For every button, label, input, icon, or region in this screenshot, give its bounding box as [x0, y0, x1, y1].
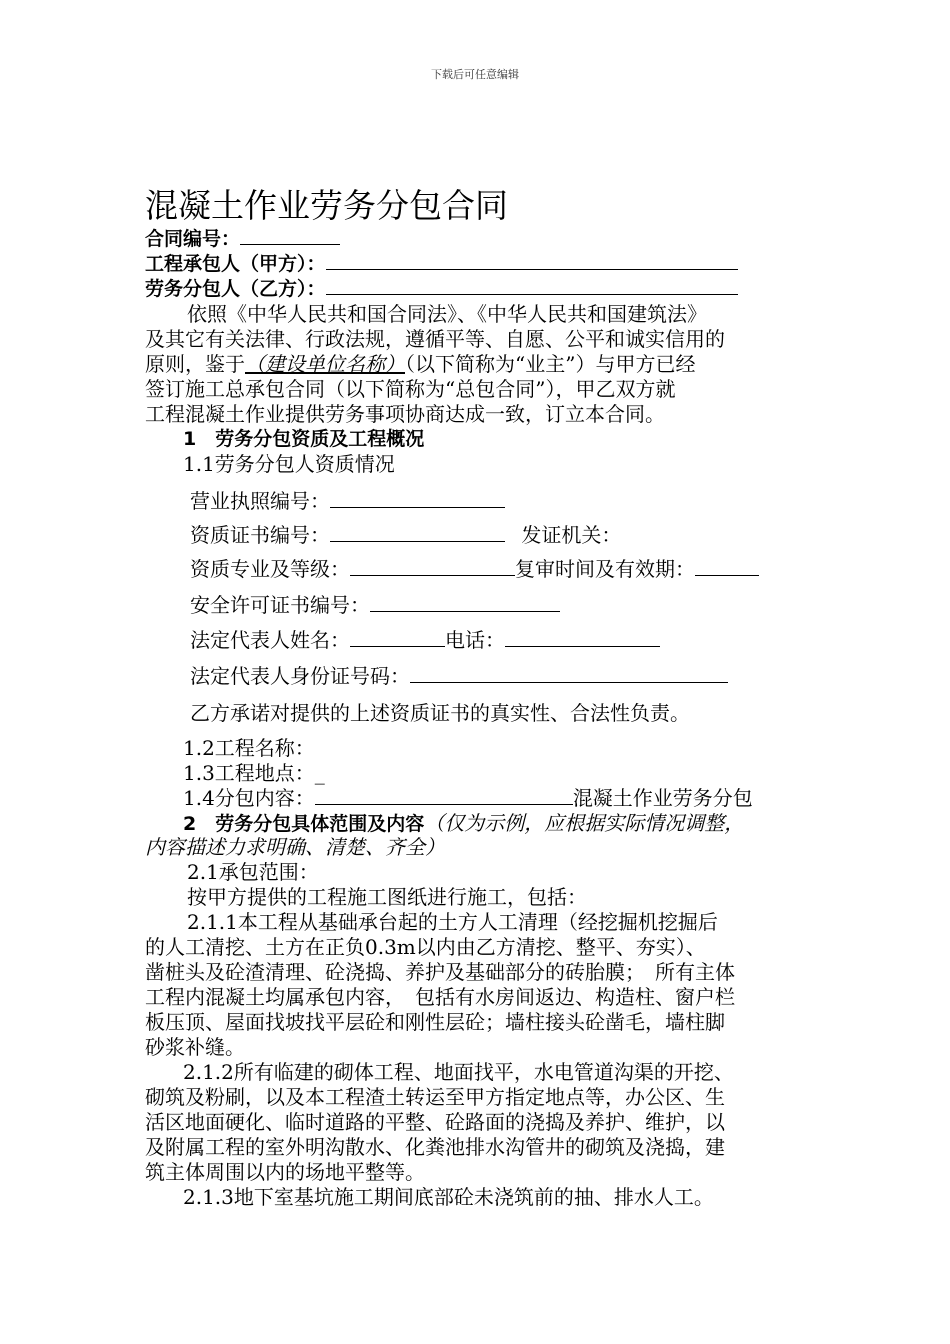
rep-blank[interactable] — [350, 628, 445, 647]
owner-name-placeholder: （建设单位名称） — [245, 352, 405, 376]
contract-no-line — [145, 226, 340, 252]
section-2-heading: 2 劳务分包具体范围及内容 — [183, 813, 425, 835]
phone-label: 电话： — [445, 628, 505, 652]
section-1-4-line — [183, 785, 753, 811]
cert-label: 资质证书编号： — [190, 523, 330, 547]
header-note: 下载后可任意编辑 — [431, 68, 519, 81]
license-label: 营业执照编号： — [190, 489, 330, 513]
promise-line: 乙方承诺对提供的上述资质证书的真实性、合法性负责。 — [190, 701, 690, 725]
p211-line: 板压顶、屋面找坡找平层砼和刚性层砼；墙柱接头砼凿毛，墙柱脚 — [145, 1010, 725, 1034]
document-title: 混凝土作业劳务分包合同 — [145, 186, 508, 225]
safety-line — [190, 592, 560, 618]
issuer-label: 发证机关： — [521, 523, 622, 547]
section-2-1-title: 2.1承包范围： — [187, 860, 319, 884]
id-blank[interactable] — [410, 664, 728, 683]
p212-line: 砌筑及粉刷，以及本工程渣土转运至甲方指定地点等，办公区、生 — [145, 1085, 725, 1109]
rep-label: 法定代表人姓名： — [190, 628, 350, 652]
license-line — [190, 488, 505, 514]
section-1-heading: 1 劳务分包资质及工程概况 — [183, 428, 425, 450]
p212-line: 及附属工程的室外明沟散水、化粪池排水沟管井的砌筑及浇捣，建 — [145, 1135, 725, 1159]
party-a-label: 工程承包人（甲方）： — [145, 253, 326, 275]
review-blank[interactable] — [695, 557, 759, 576]
cert-blank[interactable] — [330, 523, 505, 542]
intro-line-4: 签订施工总承包合同（以下简称为“总包合同”），甲乙双方就 — [145, 377, 676, 401]
grade-label: 资质专业及等级： — [190, 557, 350, 581]
id-line — [190, 663, 728, 689]
section-1-4-label: 1.4分包内容： — [183, 786, 315, 810]
intro-line-1: 依照《中华人民共和国合同法》、《中华人民共和国建筑法》 — [187, 302, 707, 326]
p212-line: 2.1.2所有临建的砌体工程、地面找平，水电管道沟渠的开挖、 — [183, 1060, 734, 1084]
grade-line — [190, 556, 759, 582]
section-2-1-intro: 按甲方提供的工程施工图纸进行施工，包括： — [187, 885, 587, 909]
intro-line-3c: （以下简称为“业主”）与甲方已经 — [405, 352, 696, 376]
section-1-4-tail: 混凝土作业劳务分包 — [572, 786, 753, 810]
p212-line: 筑主体周围以内的场地平整等。 — [145, 1160, 425, 1184]
section-2-heading-line — [183, 810, 744, 837]
intro-line-3a: 原则，鉴于 — [145, 352, 245, 376]
contract-no-blank[interactable] — [240, 226, 340, 245]
party-b-line — [145, 276, 738, 302]
section-1-1-title: 1.1劳务分包人资质情况 — [183, 452, 395, 476]
p212-line: 活区地面硬化、临时道路的平整、砼路面的浇捣及养护、维护，以 — [145, 1110, 725, 1134]
section-1-3: 1.3工程地点：_ — [183, 761, 325, 785]
intro-line-5: 工程混凝土作业提供劳务事项协商达成一致，订立本合同。 — [145, 402, 665, 426]
contract-no-label: 合同编号： — [145, 228, 241, 250]
p211-line: 2.1.1本工程从基础承台起的土方人工清理（经挖掘机挖掘后 — [187, 910, 718, 934]
section-2-note-b: 内容描述力求明确、清楚、齐全） — [145, 835, 445, 859]
id-label: 法定代表人身份证号码： — [190, 664, 410, 688]
safety-blank[interactable] — [370, 593, 560, 612]
p213-line: 2.1.3地下室基坑施工期间底部砼未浇筑前的抽、排水人工。 — [183, 1185, 714, 1209]
p211-line: 的人工清挖、土方在正负0.3m以内由乙方清挖、整平、夯实）、 — [145, 935, 706, 959]
p211-line: 凿桩头及砼渣清理、砼浇捣、养护及基础部分的砖胎膜； 所有主体 — [145, 960, 735, 984]
party-b-blank[interactable] — [326, 276, 738, 295]
rep-line — [190, 627, 660, 653]
intro-line-2: 及其它有关法律、行政法规，遵循平等、自愿、公平和诚实信用的 — [145, 327, 725, 351]
phone-blank[interactable] — [505, 628, 660, 647]
safety-label: 安全许可证书编号： — [190, 593, 370, 617]
license-blank[interactable] — [330, 489, 505, 508]
review-label: 复审时间及有效期： — [515, 557, 695, 581]
intro-line-3 — [145, 351, 695, 377]
section-1-2: 1.2工程名称： — [183, 736, 315, 760]
p211-line: 工程内混凝土均属承包内容， 包括有水房间返边、构造柱、窗户栏 — [145, 985, 735, 1009]
p211-line: 砂浆补缝。 — [145, 1035, 245, 1059]
grade-blank[interactable] — [350, 557, 515, 576]
party-a-line — [145, 251, 738, 277]
party-b-label: 劳务分包人（乙方）： — [145, 278, 326, 300]
cert-line — [190, 522, 621, 548]
section-2-note-a: （仅为示例，应根据实际情况调整， — [424, 811, 745, 835]
party-a-blank[interactable] — [326, 251, 738, 270]
scope-blank[interactable] — [315, 786, 573, 805]
